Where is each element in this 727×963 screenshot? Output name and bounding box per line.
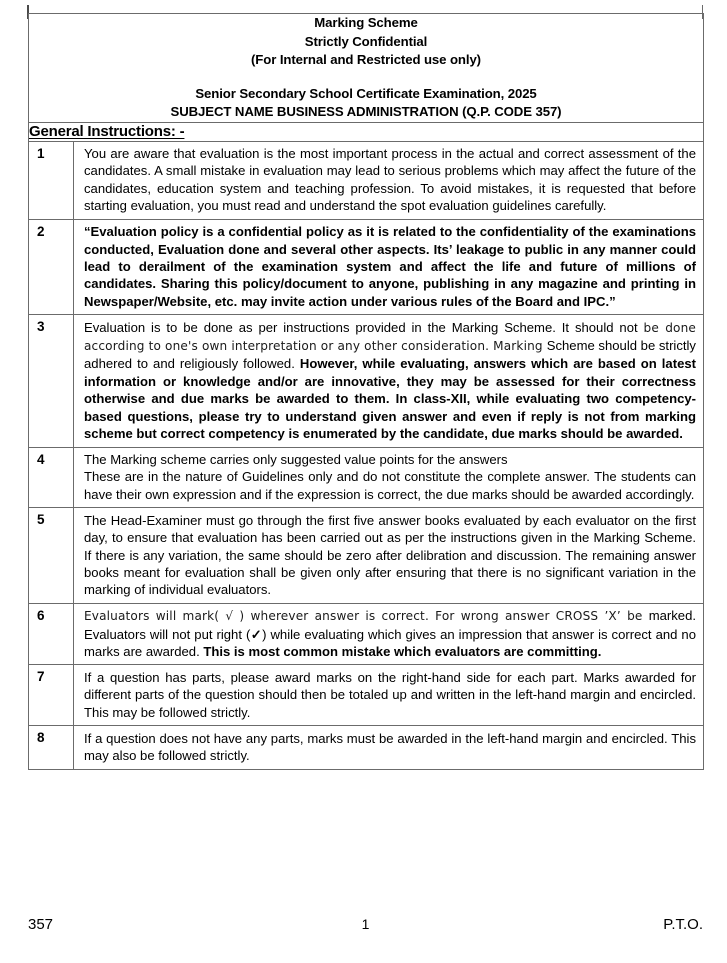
text-run-normal: Evaluation is to be done as per instructions provided in the Marking Scheme. It should not bbox=[84, 319, 644, 335]
text-run-normal: The Marking scheme carries only suggested value points for the answers bbox=[84, 452, 508, 467]
instruction-text bbox=[74, 315, 704, 447]
instruction-row bbox=[29, 665, 704, 726]
text-run-bold: This is most common mistake which evaluators are committing. bbox=[203, 644, 602, 660]
instruction-text bbox=[74, 508, 704, 604]
instruction-number-label: 1 bbox=[37, 145, 45, 161]
instruction-number-label: 2 bbox=[37, 223, 45, 239]
instruction-text bbox=[74, 665, 704, 726]
instruction-number-label: 8 bbox=[37, 730, 45, 746]
header-spacer bbox=[29, 70, 703, 85]
instruction-paragraph bbox=[84, 319, 696, 443]
instruction-row bbox=[29, 219, 704, 315]
instruction-paragraph bbox=[84, 730, 696, 765]
section-title-row bbox=[29, 122, 704, 141]
instructions-table bbox=[28, 13, 704, 770]
instruction-rows bbox=[29, 141, 704, 769]
instruction-paragraph bbox=[84, 145, 696, 215]
instruction-number-label: 3 bbox=[37, 319, 45, 335]
instruction-text bbox=[74, 219, 704, 315]
text-run-bold: “Evaluation policy is a confidential policy as it is related to the confidentiality of the examinations conducted, Evaluation done and several other aspects. Its’ leakage to public in any manner could lead to derailment of the examination system and affect the life and future of millions of candidates. Sharing this policy/document to anyone, publishing in any magazine and printing in Newspaper/Website, etc. may invite action under various rules of the Board and IPC.” bbox=[84, 224, 696, 309]
text-run-normal: You are aware that evaluation is the most important process in the actual and correct assessment of the candidates. A small mistake in evaluation may lead to serious problems which may affect the future of the candidates, education system and teaching profession. To avoid mistakes, it is requested that before starting evaluation, you must read and understand the spot evaluation guidelines carefully. bbox=[84, 146, 696, 214]
text-run-light: be done according to one's own interpretation or any other consideration. Marking bbox=[84, 320, 696, 354]
header-block bbox=[29, 14, 704, 123]
footer-page-number: 1 bbox=[361, 916, 370, 932]
text-run-normal: marked. Evaluators will not put right ( bbox=[84, 608, 696, 642]
text-run-light: Evaluators will mark( √ ) wherever answer is correct. For wrong answer CROSS ’X’ be bbox=[84, 609, 649, 624]
header-subject-name: SUBJECT NAME BUSINESS ADMINISTRATION (Q.P. CODE 357) bbox=[170, 104, 562, 119]
instruction-paragraph bbox=[84, 512, 696, 599]
text-run-normal: These are in the nature of Guidelines only and do not constitute the complete answer. The students can have their own expression and if the expression is correct, the due marks should be awarded accordingly. bbox=[84, 469, 696, 502]
instruction-number bbox=[29, 603, 74, 665]
header-title-marking-scheme: Marking Scheme bbox=[314, 15, 418, 30]
header-title-strictly-confidential: Strictly Confidential bbox=[304, 33, 428, 49]
instruction-paragraph bbox=[84, 468, 696, 503]
instruction-number bbox=[29, 219, 74, 315]
instruction-text bbox=[74, 141, 704, 219]
instruction-row bbox=[29, 508, 704, 604]
text-run-bold: However, while evaluating, answers which are based on latest information or knowledge and/or are innovative, they may be assessed for their correctness otherwise and due marks be awarded to them. In class-XII, while evaluating two competency-based questions, please try to understand given answer and even if reply is not from marking scheme but correct competency is enumerated by the candidate, due marks should be awarded. bbox=[84, 356, 697, 442]
instruction-row bbox=[29, 447, 704, 508]
instruction-number-label: 5 bbox=[37, 512, 45, 528]
text-run-tick: ✓ bbox=[250, 626, 263, 642]
header-row bbox=[29, 14, 704, 123]
text-run-normal: The Head-Examiner must go through the first five answer books evaluated by each evaluator on the first day, to ensure that evaluation has been carried out as per the instructions given in the Marking Scheme. If there is any variation, the same should be zero after delibration and discussion. The remaining answer books meant for evaluation shall be given only after ensuring that there is no significant variation in the marking of individual evaluators. bbox=[84, 512, 696, 598]
instruction-number bbox=[29, 665, 74, 726]
instruction-row bbox=[29, 726, 704, 769]
instructions-table-body bbox=[29, 14, 704, 142]
instruction-paragraph bbox=[84, 607, 696, 660]
footer-pto: P.T.O. bbox=[663, 916, 703, 933]
instruction-text bbox=[74, 603, 704, 665]
instruction-number bbox=[29, 315, 74, 447]
instruction-number-label: 7 bbox=[37, 669, 45, 685]
instruction-row bbox=[29, 603, 704, 665]
instruction-number bbox=[29, 141, 74, 219]
instruction-number bbox=[29, 508, 74, 604]
text-run-normal: ) while evaluating which gives an impression that answer is correct and no marks are awarded. bbox=[84, 626, 696, 660]
instruction-paragraph bbox=[84, 669, 696, 721]
instruction-number bbox=[29, 447, 74, 508]
text-run-normal: Scheme should be strictly adhered to and religiously followed. bbox=[84, 338, 696, 372]
instruction-paragraph bbox=[84, 223, 696, 310]
header-title-internal-use: (For Internal and Restricted use only) bbox=[251, 52, 481, 67]
section-title-cell bbox=[29, 122, 704, 141]
instruction-number-label: 6 bbox=[37, 607, 45, 623]
text-run-normal: If a question has parts, please award marks on the right-hand side for each part. Marks awarded for different parts of the question should then be totaled up and written in the left-hand margin and encircled. This may be followed strictly. bbox=[84, 669, 696, 720]
instruction-row bbox=[29, 141, 704, 219]
instruction-number-label: 4 bbox=[37, 451, 45, 467]
instruction-paragraph bbox=[84, 451, 696, 468]
instruction-text bbox=[74, 447, 704, 508]
footer-code: 357 bbox=[28, 916, 54, 933]
page-title: General Instructions: - bbox=[29, 122, 185, 140]
text-run-normal: If a question does not have any parts, marks must be awarded in the left-hand margin and encircled. This may also be followed strictly. bbox=[84, 730, 696, 764]
instruction-number bbox=[29, 726, 74, 769]
instruction-row bbox=[29, 315, 704, 447]
page-footer bbox=[28, 916, 703, 933]
header-exam-name: Senior Secondary School Certificate Examination, 2025 bbox=[195, 85, 537, 101]
instruction-text bbox=[74, 726, 704, 769]
